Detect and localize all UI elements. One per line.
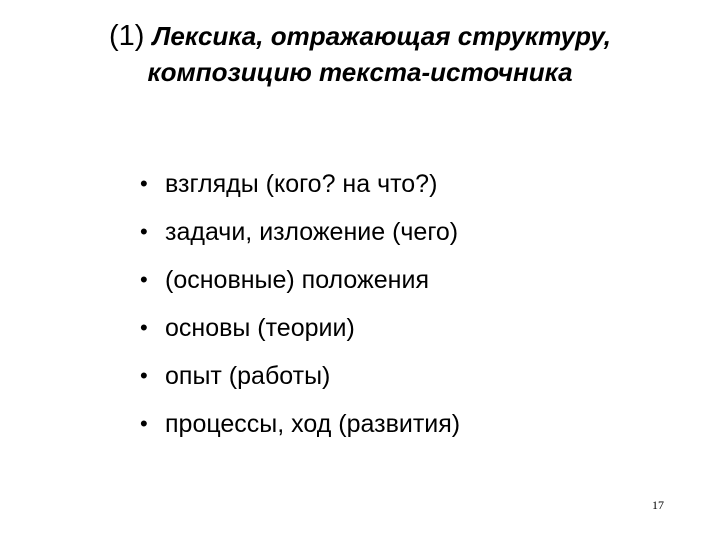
list-item-text: опыт (работы) xyxy=(165,362,331,390)
slide-title xyxy=(60,18,660,90)
bullet-icon: • xyxy=(140,267,148,292)
bullet-list xyxy=(140,164,460,452)
list-item xyxy=(140,164,460,212)
list-item-text: задачи, изложение (чего) xyxy=(165,218,459,246)
bullet-icon: • xyxy=(140,363,148,388)
list-item-text: основы (теории) xyxy=(165,314,355,342)
list-item-text: процессы, ход (развития) xyxy=(165,410,461,438)
list-item xyxy=(140,356,460,404)
page-number: 17 xyxy=(652,498,664,512)
bullet-icon: • xyxy=(140,171,148,196)
list-item xyxy=(140,404,460,452)
list-item-text: (основные) положения xyxy=(165,266,429,294)
title-text: Лексика, отражающая структуру, композицию текста-источника xyxy=(147,21,612,87)
list-item-text: взгляды (кого? на что?) xyxy=(165,170,438,198)
list-item xyxy=(140,212,460,260)
bullet-icon: • xyxy=(140,411,148,436)
list-item xyxy=(140,308,460,356)
bullet-icon: • xyxy=(140,315,148,340)
bullet-icon: • xyxy=(140,219,148,244)
title-number: (1) xyxy=(108,20,145,52)
list-item xyxy=(140,260,460,308)
